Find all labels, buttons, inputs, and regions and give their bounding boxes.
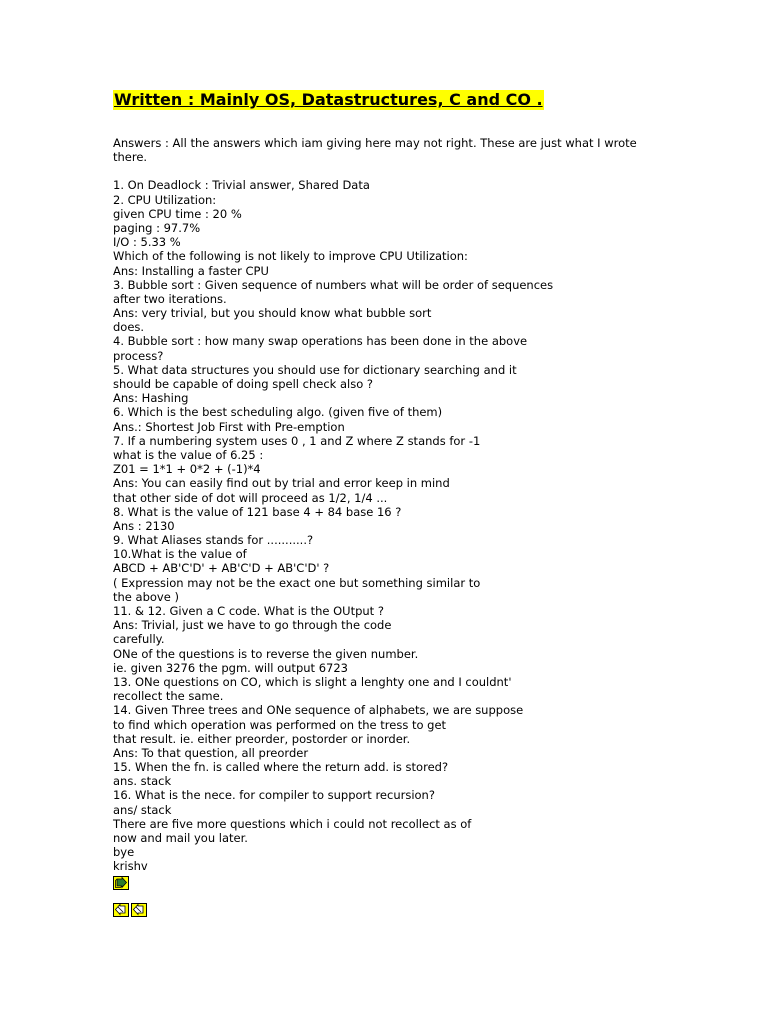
- document-line: ( Expression may not be the exact one but something similar to: [113, 575, 481, 590]
- next-arrow-icon[interactable]: [113, 876, 129, 890]
- document-line: that result. ie. either preorder, postorder or inorder.: [113, 731, 411, 746]
- document-line: recollect the same.: [113, 689, 224, 704]
- document-line: the above ): [113, 589, 179, 604]
- document-line: ans/ stack: [113, 802, 172, 817]
- back-arrow-icon[interactable]: [113, 903, 129, 917]
- document-line: 3. Bubble sort : Given sequence of numbers what will be order of sequences: [113, 277, 554, 292]
- document-line: carefully.: [113, 632, 165, 647]
- document-line: 13. ONe questions on CO, which is slight a lenghty one and I couldnt': [113, 674, 512, 689]
- document-line: given CPU time : 20 %: [113, 206, 242, 221]
- document-line: ans. stack: [113, 774, 172, 789]
- navigation-icons: [113, 874, 673, 919]
- document-line: Ans: Hashing: [113, 391, 189, 406]
- document-line: ONe of the questions is to reverse the given number.: [113, 646, 419, 661]
- document-line: 2. CPU Utilization:: [113, 192, 217, 207]
- document-line: after two iterations.: [113, 291, 227, 306]
- document-line: 11. & 12. Given a C code. What is the OUtput ?: [113, 604, 384, 619]
- document-line: should be capable of doing spell check also ?: [113, 377, 374, 392]
- document-line: ie. given 3276 the pgm. will output 6723: [113, 660, 348, 675]
- document-line: Ans: To that question, all preorder: [113, 745, 309, 760]
- document-line: Ans: Installing a faster CPU: [113, 263, 269, 278]
- document-line: that other side of dot will proceed as 1/2, 1/4 ...: [113, 490, 388, 505]
- document-line: now and mail you later.: [113, 831, 248, 846]
- document-line: 6. Which is the best scheduling algo. (given five of them): [113, 405, 443, 420]
- document-line: 1. On Deadlock : Trivial answer, Shared Data: [113, 178, 370, 193]
- document-line: what is the value of 6.25 :: [113, 447, 264, 462]
- document-line: 10.What is the value of: [113, 547, 247, 562]
- document-line: 15. When the fn. is called where the return add. is stored?: [113, 760, 449, 775]
- page-title: Written : Mainly OS, Datastructures, C and CO .: [114, 90, 543, 109]
- document-line: 8. What is the value of 121 base 4 + 84 base 16 ?: [113, 504, 402, 519]
- document-line: krishv: [113, 859, 148, 874]
- document-line: There are five more questions which i could not recollect as of: [113, 816, 472, 831]
- document-line: 7. If a numbering system uses 0 , 1 and Z where Z stands for -1: [113, 433, 481, 448]
- document-line: Ans: Trivial, just we have to go through the code: [113, 618, 392, 633]
- back-icon-row: [113, 901, 673, 919]
- document-line: 14. Given Three trees and ONe sequence of alphabets, we are suppose: [113, 703, 524, 718]
- intro-paragraph: Answers : All the answers which iam giving here may not right. These are just what I wrote there.: [113, 136, 637, 165]
- document-line: to find which operation was performed on the tress to get: [113, 717, 447, 732]
- document-line: Z01 = 1*1 + 0*2 + (-1)*4: [113, 462, 261, 477]
- document-line: paging : 97.7%: [113, 220, 201, 235]
- document-page: [113, 90, 673, 919]
- document-line: Ans : 2130: [113, 518, 175, 533]
- document-line: does.: [113, 320, 145, 335]
- next-icon-row: [113, 874, 673, 892]
- document-line: 16. What is the nece. for compiler to support recursion?: [113, 788, 435, 803]
- document-line: bye: [113, 845, 135, 860]
- back-arrow-icon[interactable]: [131, 903, 147, 917]
- answers-list: [113, 178, 673, 873]
- document-line: process?: [113, 348, 164, 363]
- document-line: 5. What data structures you should use for dictionary searching and it: [113, 362, 517, 377]
- document-line: I/O : 5.33 %: [113, 235, 181, 250]
- document-line: Which of the following is not likely to improve CPU Utilization:: [113, 249, 468, 264]
- document-line: Ans: You can easily find out by trial and error keep in mind: [113, 476, 450, 491]
- document-line: 9. What Aliases stands for ...........?: [113, 533, 314, 548]
- document-line: Ans.: Shortest Job First with Pre-emption: [113, 419, 345, 434]
- document-line: ABCD + AB'C'D' + AB'C'D + AB'C'D' ?: [113, 561, 330, 576]
- document-line: 4. Bubble sort : how many swap operations has been done in the above: [113, 334, 528, 349]
- document-line: Ans: very trivial, but you should know what bubble sort: [113, 306, 432, 321]
